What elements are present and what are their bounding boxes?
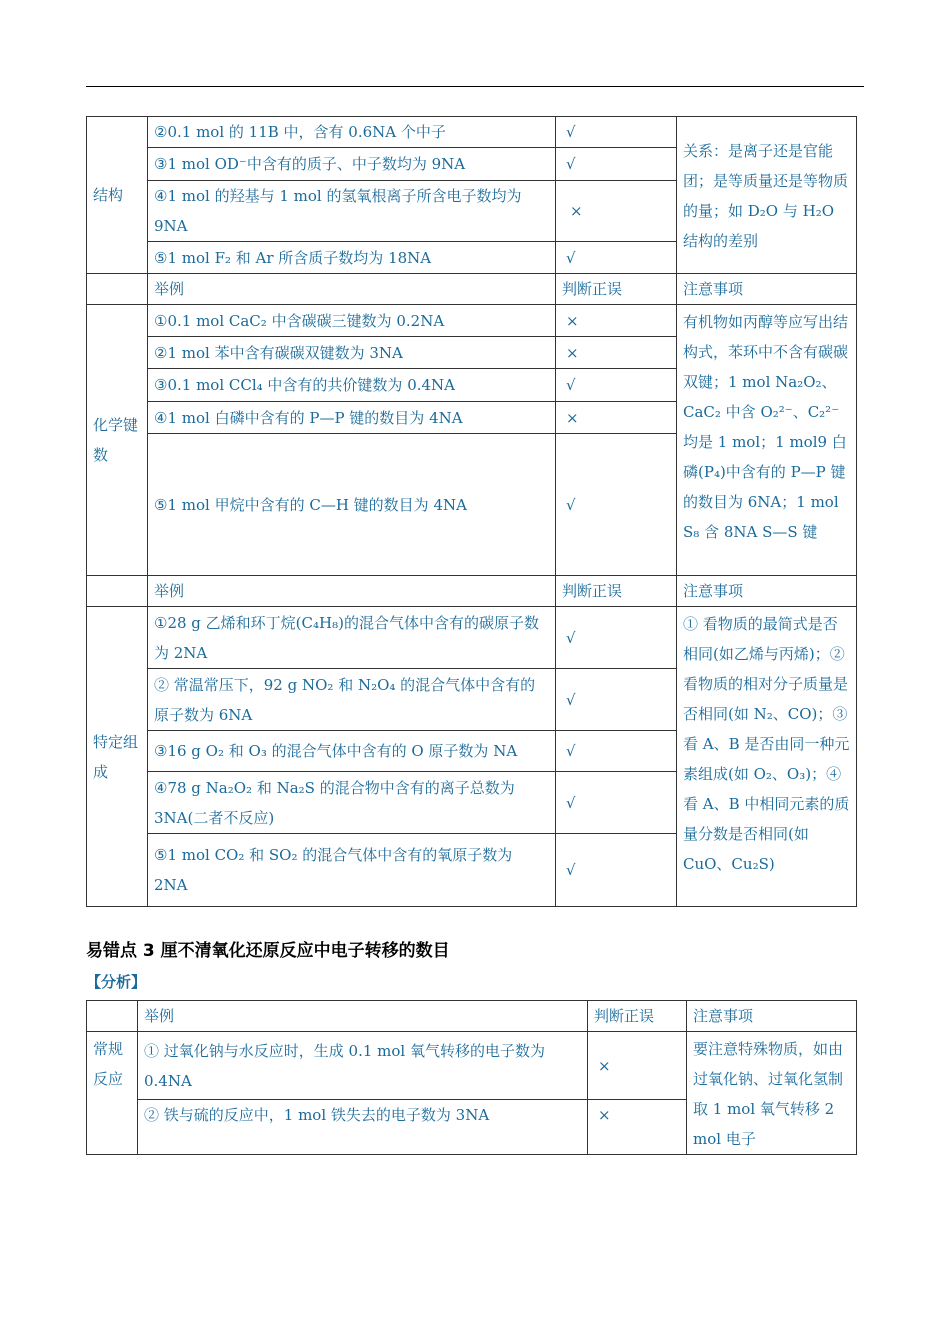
composition-category: 特定组成 bbox=[87, 607, 148, 907]
structure-row-1: ②0.1 mol 的 11B 中，含有 0.6NA 个中子 bbox=[148, 117, 556, 148]
structure-mark-1: √ bbox=[556, 117, 677, 148]
bonds-row-4: ④1 mol 白磷中含有的 P—P 键的数目为 4NA bbox=[148, 402, 556, 434]
structure-row-2: ③1 mol OD⁻中含有的质子、中子数均为 9NA bbox=[148, 148, 556, 181]
structure-mark-3: × bbox=[556, 181, 677, 242]
composition-row-5: ⑤1 mol CO₂ 和 SO₂ 的混合气体中含有的氧原子数为 2NA bbox=[148, 834, 556, 907]
bonds-category: 化学键数 bbox=[87, 305, 148, 576]
bonds-mark-3: √ bbox=[556, 369, 677, 402]
bonds-row-5: ⑤1 mol 甲烷中含有的 C—H 键的数目为 4NA bbox=[148, 434, 556, 576]
structure-category: 结构 bbox=[87, 117, 148, 274]
header-judge-1: 判断正误 bbox=[556, 274, 677, 305]
composition-mark-3: √ bbox=[556, 731, 677, 772]
redox-mark-1: × bbox=[588, 1032, 687, 1100]
bonds-row-3: ③0.1 mol CCl₄ 中含有的共价键数为 0.4NA bbox=[148, 369, 556, 402]
composition-row-2: ② 常温常压下，92 g NO₂ 和 N₂O₄ 的混合气体中含有的原子数为 6NA bbox=[148, 669, 556, 731]
bonds-mark-2: × bbox=[556, 337, 677, 369]
bonds-mark-4: × bbox=[556, 402, 677, 434]
header-example-2: 举例 bbox=[148, 576, 556, 607]
bonds-mark-5: √ bbox=[556, 434, 677, 576]
redox-row-1: ① 过氧化钠与水反应时，生成 0.1 mol 氧气转移的电子数为 0.4NA bbox=[138, 1032, 588, 1100]
header-note-1: 注意事项 bbox=[677, 274, 857, 305]
bonds-row-1: ①0.1 mol CaC₂ 中含碳碳三键数为 0.2NA bbox=[148, 305, 556, 337]
bonds-note: 有机物如丙醇等应写出结构式，苯环中不含有碳碳双键；1 mol Na₂O₂、CaC₂ 中含 O₂²⁻、C₂²⁻均是 1 mol；1 mol9 白磷(P₄)中含有的 P—P 键的数目为 6NA；1 mol S₈ 含 8NA S—S 键 bbox=[677, 305, 857, 576]
header-note-2: 注意事项 bbox=[677, 576, 857, 607]
header-blank-2 bbox=[87, 576, 148, 607]
redox-header-blank bbox=[87, 1001, 138, 1032]
redox-header-example: 举例 bbox=[138, 1001, 588, 1032]
redox-header-judge: 判断正误 bbox=[588, 1001, 687, 1032]
structure-mark-4: √ bbox=[556, 242, 677, 274]
section-heading: 易错点 3 厘不清氧化还原反应中电子转移的数目 bbox=[86, 941, 450, 961]
composition-row-3: ③16 g O₂ 和 O₃ 的混合气体中含有的 O 原子数为 NA bbox=[148, 731, 556, 772]
composition-row-1: ①28 g 乙烯和环丁烷(C₄H₈)的混合气体中含有的碳原子数为 2NA bbox=[148, 607, 556, 669]
composition-row-4: ④78 g Na₂O₂ 和 Na₂S 的混合物中含有的离子总数为 3NA(二者不反应) bbox=[148, 772, 556, 834]
analysis-label: 【分析】 bbox=[86, 973, 147, 991]
composition-mark-5: √ bbox=[556, 834, 677, 907]
top-rule bbox=[86, 86, 864, 87]
composition-note: ① 看物质的最简式是否相同(如乙烯与丙烯)；②看物质的相对分子质量是否相同(如 N₂、CO)；③看 A、B 是否由同一种元素组成(如 O₂、O₃)；④看 A、B 中相同元素的质量分数是否相同(如 CuO、Cu₂S) bbox=[677, 607, 857, 907]
table-main bbox=[86, 116, 857, 907]
composition-mark-4: √ bbox=[556, 772, 677, 834]
table-redox bbox=[86, 1000, 857, 1155]
structure-row-4: ⑤1 mol F₂ 和 Ar 所含质子数均为 18NA bbox=[148, 242, 556, 274]
redox-header-note: 注意事项 bbox=[687, 1001, 857, 1032]
redox-mark-2: × bbox=[588, 1100, 687, 1155]
bonds-mark-1: × bbox=[556, 305, 677, 337]
composition-mark-2: √ bbox=[556, 669, 677, 731]
header-judge-2: 判断正误 bbox=[556, 576, 677, 607]
structure-mark-2: √ bbox=[556, 148, 677, 181]
bonds-row-2: ②1 mol 苯中含有碳碳双键数为 3NA bbox=[148, 337, 556, 369]
redox-category: 常规反应 bbox=[87, 1032, 138, 1155]
structure-note: 关系：是离子还是官能团；是等质量还是等物质的量；如 D₂O 与 H₂O 结构的差别 bbox=[677, 117, 857, 274]
header-example-1: 举例 bbox=[148, 274, 556, 305]
structure-row-3: ④1 mol 的羟基与 1 mol 的氢氧根离子所含电子数均为 9NA bbox=[148, 181, 556, 242]
redox-note: 要注意特殊物质，如由过氧化钠、过氧化氢制取 1 mol 氧气转移 2 mol 电子 bbox=[687, 1032, 857, 1155]
redox-row-2: ② 铁与硫的反应中，1 mol 铁失去的电子数为 3NA bbox=[138, 1100, 588, 1155]
header-blank-1 bbox=[87, 274, 148, 305]
composition-mark-1: √ bbox=[556, 607, 677, 669]
